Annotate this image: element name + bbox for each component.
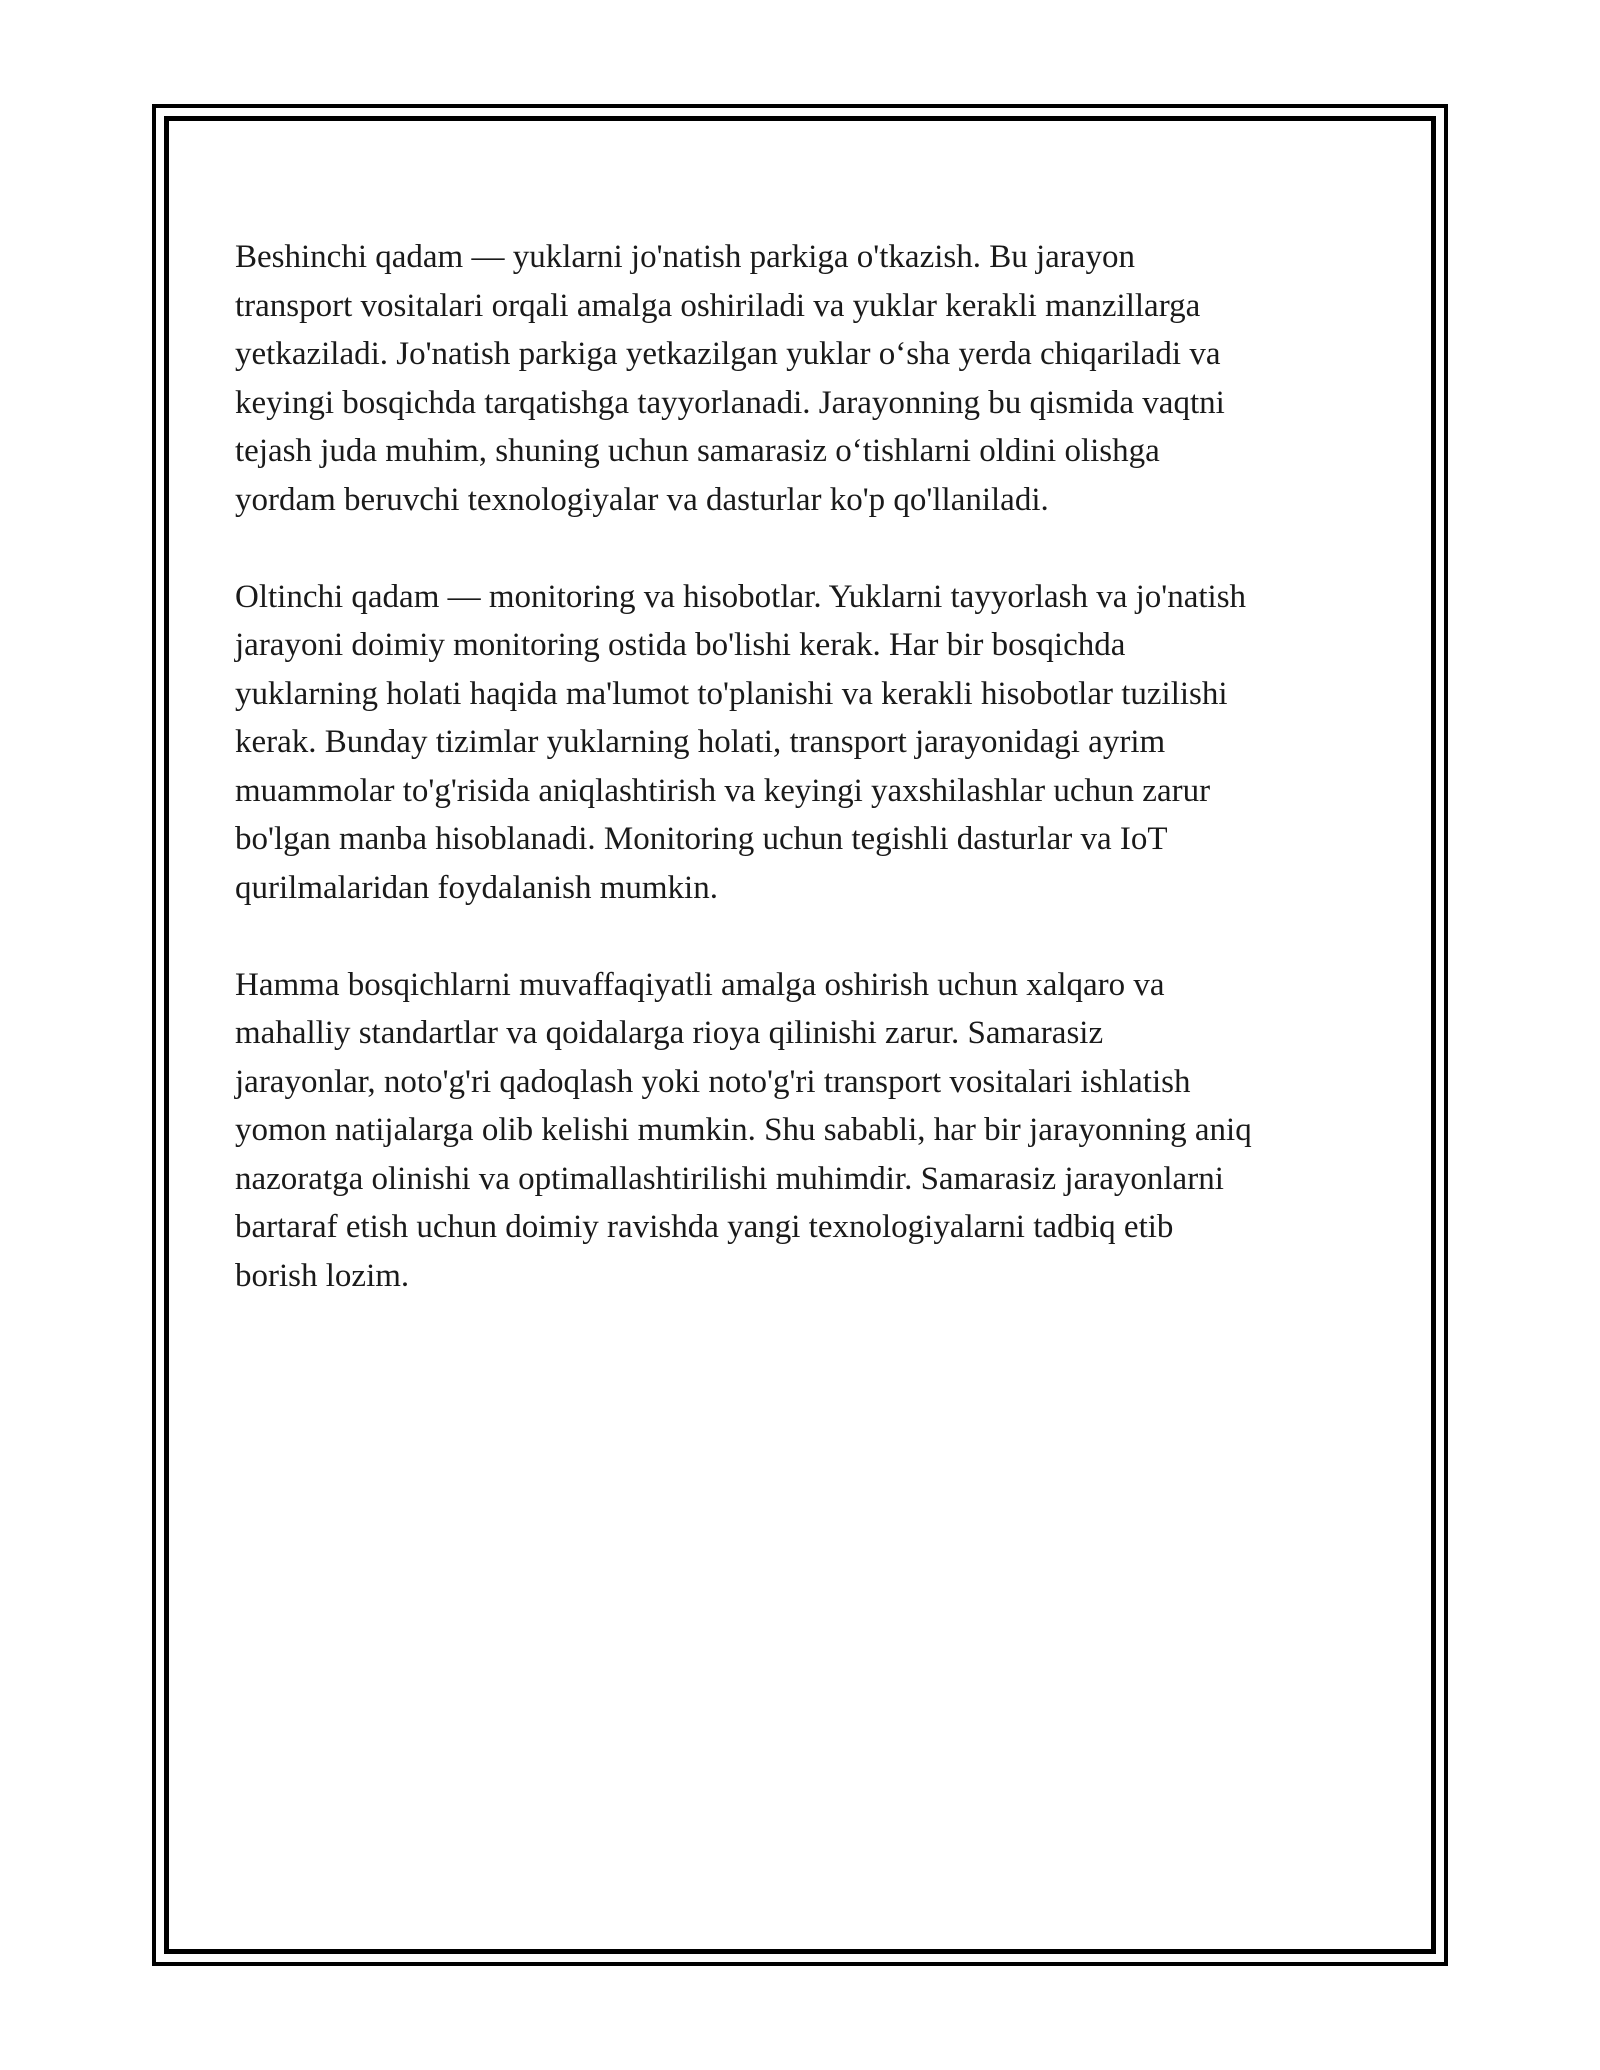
line: yetkaziladi. Jo'natish parkiga yetkazilgan yuklar o‘sha yerda chiqariladi va — [235, 336, 1221, 372]
line: tejash juda muhim, shuning uchun samarasiz o‘tishlarni oldini olishga — [235, 433, 1160, 469]
line: Hamma bosqichlarni muvaffaqiyatli amalga oshirish uchun xalqaro va — [235, 966, 1165, 1003]
line: nazoratga olinishi va optimallashtirilishi muhimdir. Samarasiz jarayonlarni — [235, 1160, 1224, 1197]
paragraph-step-five — [235, 233, 1375, 524]
line: bo'lgan manba hisoblanadi. Monitoring uchun tegishli dasturlar va IoT — [235, 821, 1168, 857]
line: yomon natijalarga olib kelishi mumkin. Shu sababli, har bir jarayonning aniq — [235, 1112, 1252, 1148]
line: transport vositalari orqali amalga oshiriladi va yuklar kerakli manzillarga — [235, 287, 1201, 324]
line: Beshinchi qadam — yuklarni jo'natish parkiga o'tkazish. Bu jarayon — [235, 239, 1135, 275]
line: bartaraf etish uchun doimiy ravishda yangi texnologiyalarni tadbiq etib — [235, 1209, 1174, 1245]
line: yordam beruvchi texnologiyalar va dasturlar ko'p qo'llaniladi. — [235, 481, 1049, 518]
line: kerak. Bunday tizimlar yuklarning holati, transport jarayonidagi ayrim — [235, 724, 1166, 760]
line: jarayonlar, noto'g'ri qadoqlash yoki noto'g'ri transport vositalari ishlatish — [235, 1063, 1191, 1100]
line: mahalliy standartlar va qoidalarga rioya qilinishi zarur. Samarasiz — [235, 1015, 1104, 1051]
line: keyingi bosqichda tarqatishga tayyorlanadi. Jarayonning bu qismida vaqtni — [235, 384, 1225, 421]
line: jarayoni doimiy monitoring ostida bo'lishi kerak. Har bir bosqichda — [235, 627, 1126, 663]
line: yuklarning holati haqida ma'lumot to'planishi va kerakli hisobotlar tuzilishi — [235, 675, 1228, 712]
line: muammolar to'g'risida aniqlashtirish va keyingi yaxshilashlar uchun zarur — [235, 772, 1211, 809]
paragraph-step-six — [235, 573, 1375, 913]
document-body — [235, 233, 1375, 1349]
line: qurilmalaridan foydalanish mumkin. — [235, 869, 718, 906]
line: borish lozim. — [235, 1257, 410, 1294]
paragraph-conclusion — [235, 961, 1375, 1301]
line: Oltinchi qadam — monitoring va hisobotlar. Yuklarni tayyorlash va jo'natish — [235, 578, 1247, 615]
